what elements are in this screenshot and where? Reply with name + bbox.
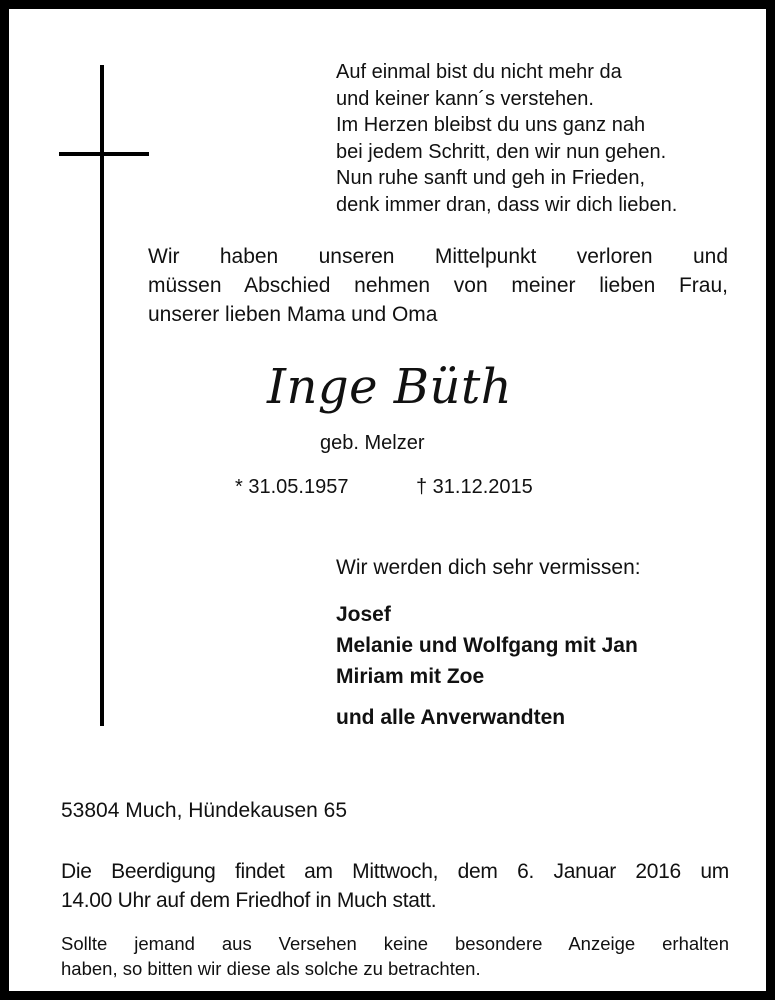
birth-date: * 31.05.1957: [235, 476, 349, 498]
poem: [336, 59, 677, 219]
poem-line: denk immer dran, dass wir dich lieben.: [336, 193, 678, 216]
intro-line: Wir haben unseren Mittelpunkt verloren und: [148, 245, 728, 268]
notice-line: haben, so bitten wir diese als solche zu betrachten.: [61, 958, 481, 979]
intro-line: müssen Abschied nehmen von meiner lieben Frau,: [148, 274, 728, 297]
maiden-name: geb. Melzer: [320, 432, 425, 454]
mourner-name: Melanie und Wolfgang mit Jan: [336, 634, 638, 657]
mourners-heading: Wir werden dich sehr vermissen:: [336, 556, 641, 579]
mourners-list: [336, 599, 638, 733]
cross-vertical-bar: [100, 65, 104, 726]
intro-line: unserer lieben Mama und Oma: [148, 303, 438, 326]
address: 53804 Much, Hündekausen 65: [61, 799, 348, 822]
mourner-name: Josef: [336, 603, 391, 626]
deceased-name: Inge Büth: [267, 359, 513, 415]
poem-line: bei jedem Schritt, den wir nun gehen.: [336, 140, 667, 163]
poem-line: und keiner kann´s verstehen.: [336, 87, 594, 110]
poem-line: Nun ruhe sanft und geh in Frieden,: [336, 167, 646, 190]
poem-line: Im Herzen bleibst du uns ganz nah: [336, 114, 646, 137]
funeral-line: 14.00 Uhr auf dem Friedhof in Much statt.: [61, 889, 437, 912]
poem-line: Auf einmal bist du nicht mehr da: [336, 61, 622, 83]
cross-horizontal-bar: [59, 152, 149, 156]
funeral-line: Die Beerdigung findet am Mittwoch, dem 6. Januar 2016 um: [61, 860, 729, 883]
relatives-line: und alle Anverwandten: [336, 706, 566, 729]
notice-line: Sollte jemand aus Versehen keine besondere Anzeige erhalten: [61, 933, 729, 954]
death-date: † 31.12.2015: [416, 476, 533, 498]
intro-text: [148, 242, 728, 329]
mourner-name: Miriam mit Zoe: [336, 665, 485, 688]
funeral-info: [61, 857, 729, 915]
notice-text: [61, 931, 729, 981]
